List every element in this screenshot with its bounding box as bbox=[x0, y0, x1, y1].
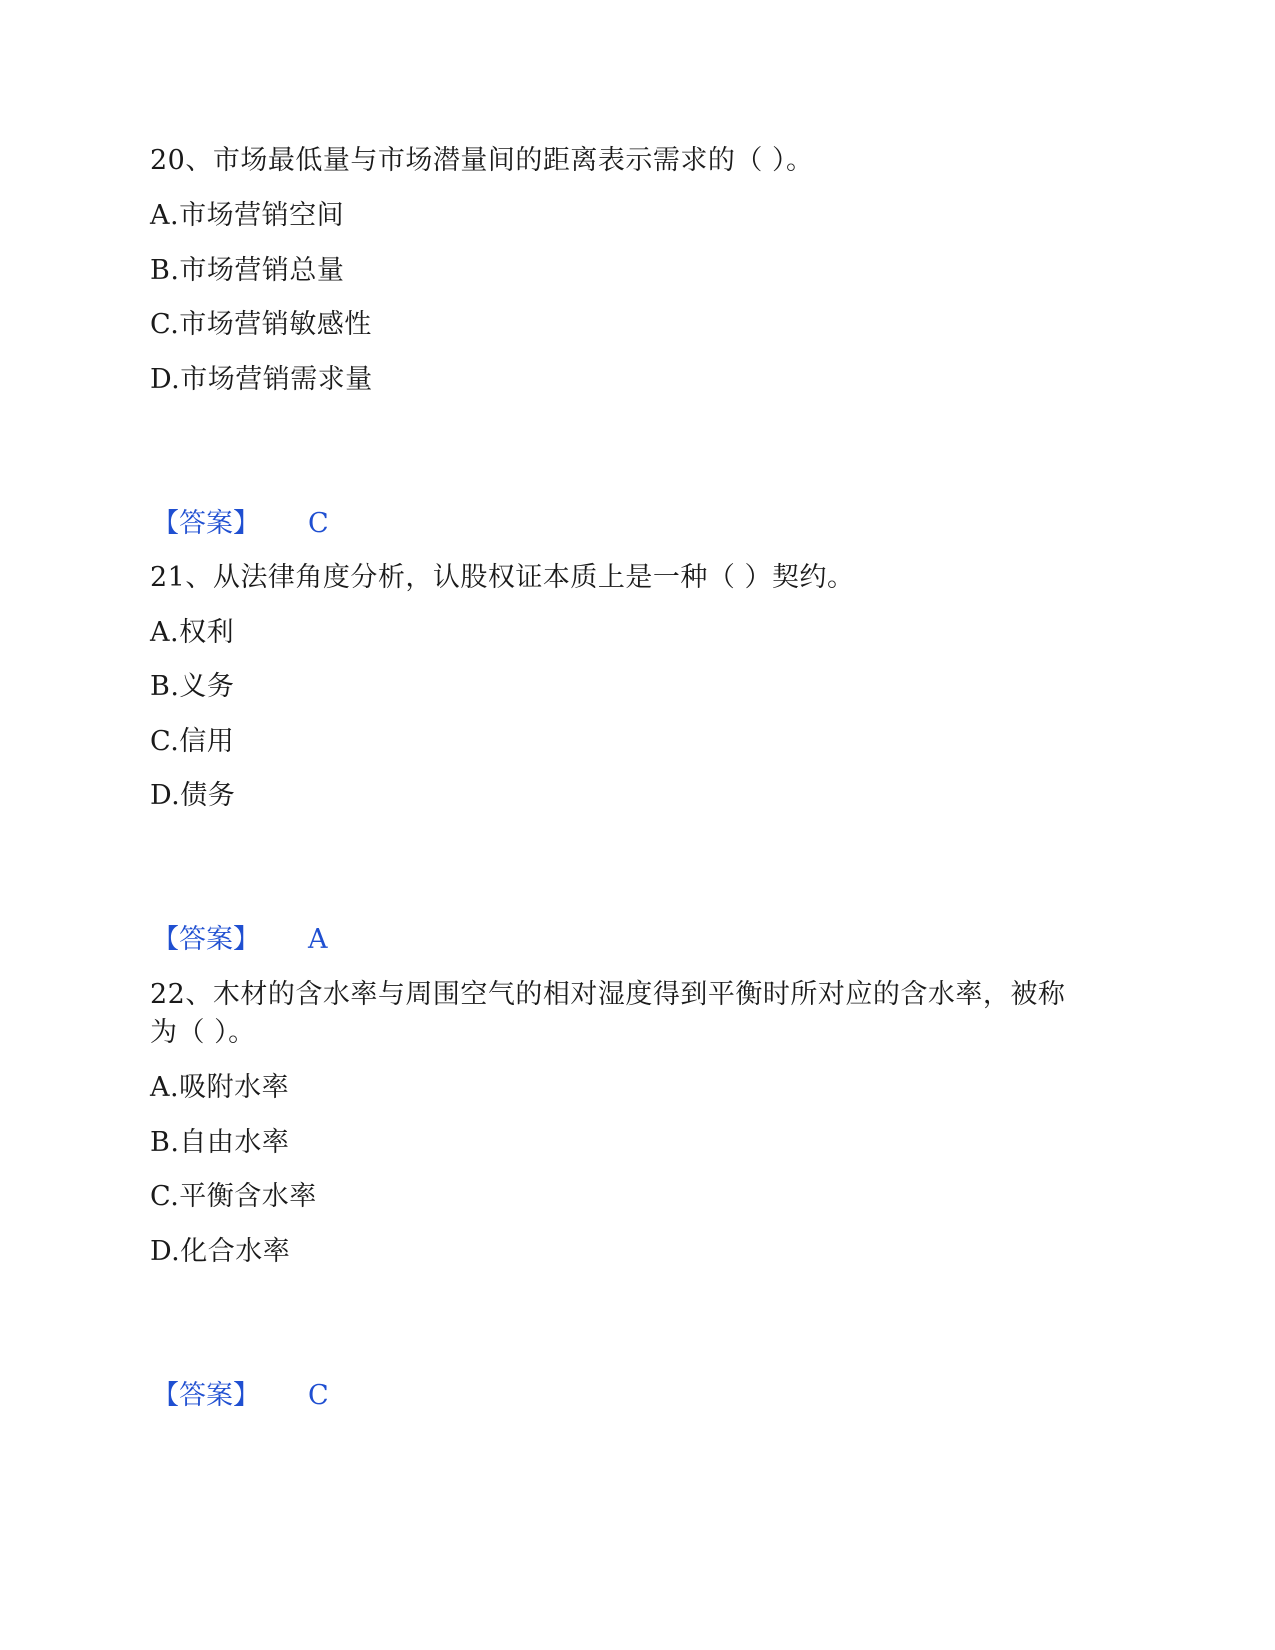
question-21-stem: 21、从法律角度分析，认股权证本质上是一种（ ）契约。 bbox=[150, 562, 855, 593]
question-22-stem-line-1: 22、木材的含水率与周围空气的相对湿度得到平衡时所对应的含水率，被称 bbox=[150, 979, 1066, 1010]
answer-label: 【答案】 bbox=[152, 508, 260, 539]
answer-value: C bbox=[308, 1380, 329, 1411]
question-21-option-c: C.信用 bbox=[150, 726, 235, 757]
question-20-option-a: A.市场营销空间 bbox=[150, 200, 345, 231]
question-22-option-c: C.平衡含水率 bbox=[150, 1181, 317, 1212]
question-20-option-c: C.市场营销敏感性 bbox=[150, 309, 372, 340]
question-22-option-d: D.化合水率 bbox=[150, 1236, 291, 1267]
question-21-option-a: A.权利 bbox=[150, 617, 235, 648]
question-21-option-d: D.债务 bbox=[150, 780, 236, 811]
question-21-option-b: B.义务 bbox=[150, 671, 235, 702]
question-22-option-b: B.自由水率 bbox=[150, 1127, 290, 1158]
question-20-option-b: B.市场营销总量 bbox=[150, 255, 345, 286]
question-20-stem: 20、市场最低量与市场潜量间的距离表示需求的（ ）。 bbox=[150, 145, 814, 176]
question-22-stem-line-2: 为（ ）。 bbox=[150, 1017, 256, 1048]
answer-label: 【答案】 bbox=[152, 1380, 260, 1411]
answer-label: 【答案】 bbox=[152, 924, 260, 955]
answer-value: C bbox=[308, 508, 329, 539]
answer-value: A bbox=[308, 924, 328, 955]
question-20-option-d: D.市场营销需求量 bbox=[150, 364, 373, 395]
question-21-answer bbox=[152, 923, 328, 957]
question-22-answer bbox=[152, 1379, 329, 1413]
question-22-option-a: A.吸附水率 bbox=[150, 1072, 290, 1103]
question-20-answer bbox=[152, 507, 329, 541]
